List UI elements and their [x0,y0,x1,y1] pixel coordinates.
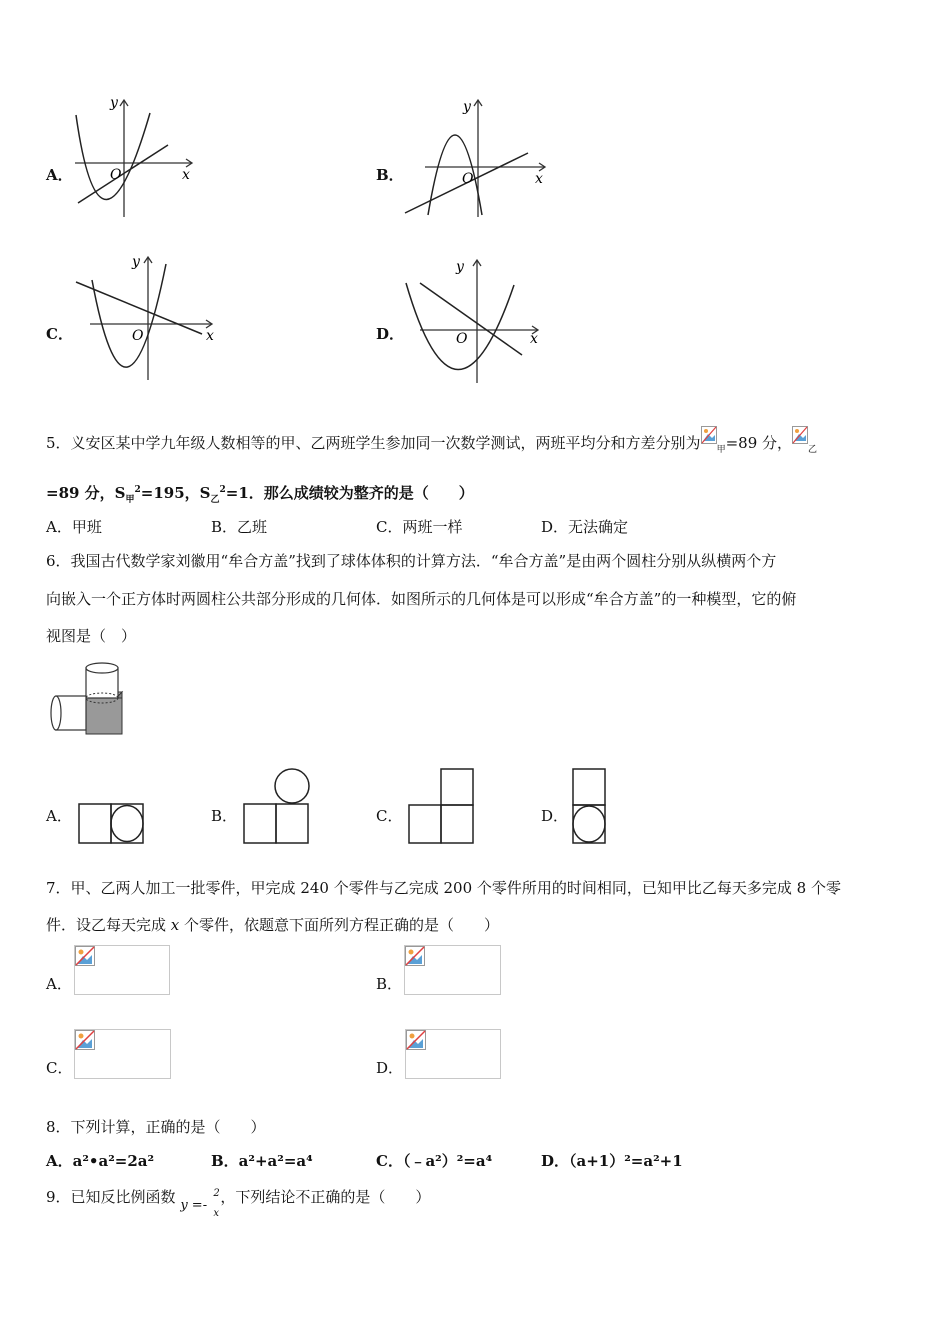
q8-option-a[interactable]: A．a²•a²=2a² [46,1152,155,1170]
origin-label: O [456,331,468,347]
y-axis-label: y [132,254,140,270]
q5-line1 [46,432,817,455]
q6-line1: 6．我国古代数学家刘徽用“牟合方盖”找到了球体体积的计算方法．“牟合方盖”是由两个圆柱分别从纵横两个方 [46,552,777,570]
q7-line1: 7．甲、乙两人加工一批零件，甲完成 240 个零件与乙完成 200 个零件所用的时间相同，已知甲比乙每天多完成 8 个零 [46,879,841,897]
q6-option-c-label[interactable]: C． [376,807,403,825]
q4-option-a-label[interactable]: A． [46,166,73,184]
broken-image-icon [75,1030,95,1050]
q6-option-d-figure [572,767,608,845]
x-axis-label: x [535,171,543,187]
q6-option-a-label[interactable]: A． [46,807,72,825]
q8-option-b[interactable]: B．a²+a²=a⁴ [211,1152,313,1170]
q6-line2: 向嵌入一个正方体时两圆柱公共部分形成的几何体．如图所示的几何体是可以形成“牟合方盖”的一种模型，它的俯 [46,590,797,608]
q7-option-d-image [405,1029,501,1079]
q5-option-b[interactable]: B．乙班 [211,518,268,536]
q4-graph-d [400,255,550,385]
q4-option-b-label[interactable]: B． [376,166,404,184]
q5-option-d[interactable]: D．无法确定 [541,518,629,536]
broken-image-icon [792,426,808,444]
q7-option-c-image [74,1029,171,1079]
q4-option-c-label[interactable]: C． [46,325,73,343]
broken-image-icon [75,946,95,966]
q5-line2-a: =89 分，S [46,484,126,502]
origin-label: O [132,328,144,344]
q4-graph-b [400,95,555,220]
q5-line2-sub-yi: 乙 [210,495,220,505]
q5-option-c[interactable]: C．两班一样 [376,518,463,536]
y-axis-label: y [463,99,471,115]
q6-option-c-figure [408,767,476,845]
q7-variable: x [170,916,180,934]
q4-graph-c [70,252,220,382]
q9-formula-y: y =- [180,1198,208,1213]
q9-formula-numerator: 2 [213,1188,220,1199]
x-axis-label: x [530,331,538,347]
q5-line2: =89 分，$S_甲^2=195$，$S_乙^2=1$．那么成绩较为整齐的是（ ） [46,484,474,505]
q5-line2-sub-jia: 甲 [125,495,135,505]
q6-option-a-figure [78,803,146,845]
q5-eq1: =89 分， [725,434,793,452]
q7-line2-a: 件．设乙每天完成 [46,916,171,934]
origin-label: O [462,171,474,187]
broken-image-icon [405,946,425,966]
q5-stem: 5．义安区某中学九年级人数相等的甲、乙两班学生参加同一次数学测试，两班平均分和方差分别为 [46,434,701,452]
q9-stem-a: 9．已知反比例函数 [46,1188,176,1206]
q7-line2 [46,914,499,935]
q5-line2-b: =195，S [140,484,211,502]
origin-label: O [110,167,122,183]
q5-line2-c: =1．那么成绩较为整齐的是（ ） [225,484,474,502]
broken-image-icon [701,426,717,444]
q9-formula-denominator: x [213,1208,219,1219]
q7-option-a-image [74,945,170,995]
q8-option-d[interactable]: D．（a+1）²=a²+1 [541,1152,683,1170]
q7-option-a-label[interactable]: A． [46,975,72,993]
broken-image-icon [406,1030,426,1050]
y-axis-label: y [456,259,464,275]
q4-option-d-label[interactable]: D． [376,325,405,343]
q6-line3: 视图是（ ） [46,627,137,645]
x-axis-label: x [206,328,214,344]
q7-line2-b: 个零件，依题意下面所列方程正确的是（ ） [179,916,500,934]
q4-graph-a [70,95,200,220]
q7-option-b-image [404,945,501,995]
q5-sub-yi: 乙 [808,445,818,455]
q6-solid-figure [46,656,131,741]
q9-formula [180,1188,220,1219]
q6-option-d-label[interactable]: D． [541,807,569,825]
y-axis-label: y [110,95,118,111]
q7-option-d-label[interactable]: D． [376,1059,404,1077]
q5-sub-jia: 甲 [716,445,726,455]
q9-stem-b: ，下列结论不正确的是（ ） [220,1188,431,1206]
q5-option-a[interactable]: A．甲班 [46,518,102,536]
q9-line1 [46,1186,431,1219]
q8-option-c[interactable]: C．（﹣a²）²=a⁴ [376,1152,493,1170]
q7-option-b-label[interactable]: B． [376,975,403,993]
q6-option-b-label[interactable]: B． [211,807,238,825]
q8-line1: 8．下列计算，正确的是（ ） [46,1118,266,1136]
q6-option-b-figure [243,767,311,845]
x-axis-label: x [182,167,190,183]
q7-option-c-label[interactable]: C． [46,1059,73,1077]
